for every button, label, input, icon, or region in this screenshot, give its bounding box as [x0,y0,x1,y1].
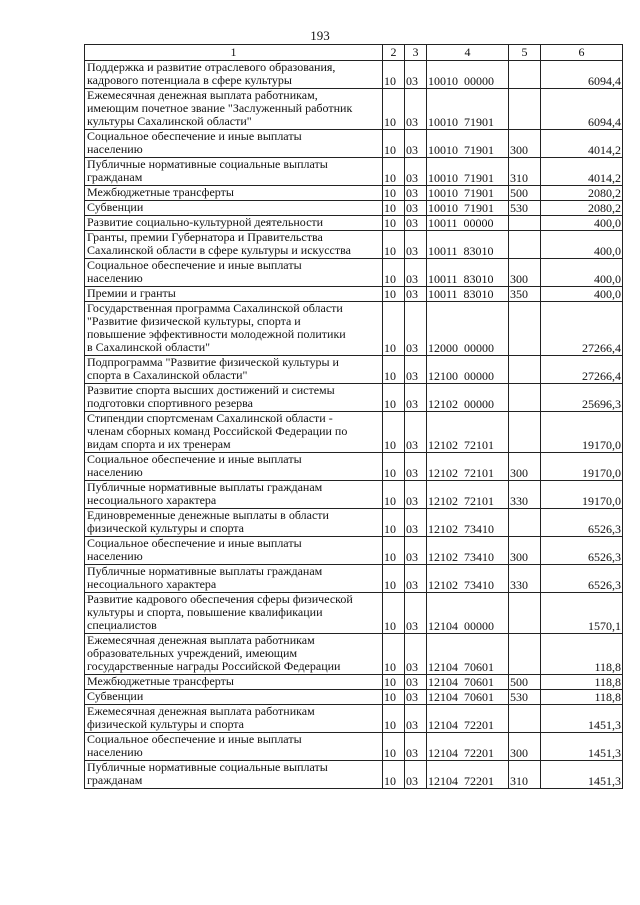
target-article-cell: 12104 70601 [427,675,509,690]
row-name-line: Гранты, премии Губернатора и Правительства [87,230,323,244]
table-row [85,634,623,675]
expense-type-cell [509,302,541,356]
table-row [85,705,623,733]
subsection-code-cell: 03 [405,761,427,789]
table-row [85,690,623,705]
subsection-code-cell: 03 [405,231,427,259]
row-name-line: Социальное обеспечение и иные выплаты [87,129,302,143]
table-row [85,158,623,186]
target-article-cell: 12100 00000 [427,356,509,384]
expense-type-cell [509,89,541,130]
row-name-cell [85,565,383,593]
row-name-cell [85,761,383,789]
expense-type-cell [509,61,541,89]
row-name-line: государственные награды Российской Федерации [87,659,341,673]
row-name-line: населению [87,549,143,563]
expense-type-cell: 350 [509,287,541,302]
amount-cell: 6526,3 [541,509,623,537]
row-name-cell [85,216,383,231]
target-article-cell: 12102 72101 [427,412,509,453]
amount-cell: 19170,0 [541,481,623,509]
row-name-cell [85,89,383,130]
subsection-code-cell: 03 [405,453,427,481]
amount-cell: 19170,0 [541,412,623,453]
column-header: 2 [383,45,405,61]
row-name-line: населению [87,142,143,156]
row-name-line: Развитие спорта высших достижений и системы [87,383,335,397]
amount-cell: 25696,3 [541,384,623,412]
subsection-code-cell: 03 [405,356,427,384]
section-code-cell: 10 [383,509,405,537]
row-name-line: специалистов [87,618,157,632]
target-article-cell: 10010 71901 [427,130,509,158]
amount-cell: 118,8 [541,675,623,690]
column-header: 4 [427,45,509,61]
table-row [85,384,623,412]
target-article-cell: 10011 00000 [427,216,509,231]
section-code-cell: 10 [383,453,405,481]
row-name-line: видам спорта и их тренерам [87,437,231,451]
row-name-line: физической культуры и спорта [87,521,245,535]
subsection-code-cell: 03 [405,593,427,634]
column-header: 1 [85,45,383,61]
row-name-cell [85,412,383,453]
row-name-line: Сахалинской области в сфере культуры и искусства [87,243,351,257]
section-code-cell: 10 [383,690,405,705]
amount-cell: 2080,2 [541,201,623,216]
expense-type-cell [509,412,541,453]
target-article-cell: 10010 71901 [427,158,509,186]
page-number: 193 [310,28,330,43]
target-article-cell: 10010 00000 [427,61,509,89]
table-row [85,302,623,356]
row-name-line: Социальное обеспечение и иные выплаты [87,732,302,746]
amount-cell: 27266,4 [541,302,623,356]
expense-type-cell: 530 [509,201,541,216]
section-code-cell: 10 [383,201,405,216]
row-name-line: гражданам [87,773,143,787]
table-row [85,481,623,509]
table-row [85,216,623,231]
target-article-cell: 12104 72201 [427,761,509,789]
row-name-line: имеющим почетное звание "Заслуженный работник [87,101,353,115]
expense-type-cell: 300 [509,453,541,481]
expense-type-cell: 330 [509,565,541,593]
row-name-line: Государственная программа Сахалинской области [87,301,343,315]
row-name-line: Развитие социально-культурной деятельности [87,215,324,229]
section-code-cell: 10 [383,537,405,565]
section-code-cell: 10 [383,216,405,231]
row-name-line: несоциального характера [87,493,217,507]
column-header-row [85,45,623,61]
expense-type-cell: 500 [509,186,541,201]
row-name-line: Ежемесячная денежная выплата работникам [87,704,315,718]
amount-cell: 2080,2 [541,186,623,201]
row-name-line: несоциального характера [87,577,217,591]
row-name-cell [85,509,383,537]
row-name-line: Единовременные денежные выплаты в области [87,508,329,522]
table-row [85,356,623,384]
row-name-line: спорта в Сахалинской области" [87,368,248,382]
row-name-line: Подпрограмма "Развитие физической культуры и [87,355,339,369]
row-name-line: населению [87,465,143,479]
expense-type-cell [509,356,541,384]
row-name-line: культуры Сахалинской области" [87,114,252,128]
row-name-line: Ежемесячная денежная выплата работникам, [87,88,318,102]
amount-cell: 6526,3 [541,565,623,593]
expense-type-cell [509,384,541,412]
row-name-line: членам сборных команд Российской Федерации по [87,424,348,438]
amount-cell: 118,8 [541,634,623,675]
amount-cell: 6094,4 [541,89,623,130]
row-name-line: в Сахалинской области" [87,340,211,354]
section-code-cell: 10 [383,481,405,509]
column-header: 3 [405,45,427,61]
amount-cell: 1451,3 [541,733,623,761]
expense-type-cell: 530 [509,690,541,705]
expense-type-cell: 500 [509,675,541,690]
subsection-code-cell: 03 [405,509,427,537]
row-name-line: Стипендии спортсменам Сахалинской области - [87,411,333,425]
section-code-cell: 10 [383,634,405,675]
section-code-cell: 10 [383,259,405,287]
subsection-code-cell: 03 [405,537,427,565]
amount-cell: 4014,2 [541,130,623,158]
row-name-cell [85,356,383,384]
amount-cell: 400,0 [541,259,623,287]
subsection-code-cell: 03 [405,259,427,287]
subsection-code-cell: 03 [405,158,427,186]
section-code-cell: 10 [383,186,405,201]
row-name-cell [85,634,383,675]
section-code-cell: 10 [383,384,405,412]
target-article-cell: 12104 72201 [427,705,509,733]
amount-cell: 6094,4 [541,61,623,89]
expense-type-cell: 310 [509,761,541,789]
row-name-cell [85,201,383,216]
expense-type-cell: 310 [509,158,541,186]
row-name-cell [85,733,383,761]
section-code-cell: 10 [383,733,405,761]
table-row [85,287,623,302]
section-code-cell: 10 [383,356,405,384]
amount-cell: 1451,3 [541,761,623,789]
row-name-cell [85,61,383,89]
row-name-line: физической культуры и спорта [87,717,245,731]
row-name-line: Социальное обеспечение и иные выплаты [87,452,302,466]
row-name-line: Поддержка и развитие отраслевого образования, [87,60,336,74]
row-name-line: Публичные нормативные социальные выплаты [87,157,328,171]
row-name-cell [85,231,383,259]
row-name-cell [85,453,383,481]
expense-type-cell [509,593,541,634]
table-row [85,412,623,453]
row-name-line: "Развитие физической культуры, спорта и [87,314,301,328]
target-article-cell: 12104 70601 [427,690,509,705]
expense-type-cell [509,509,541,537]
amount-cell: 27266,4 [541,356,623,384]
table-row [85,130,623,158]
target-article-cell: 10010 71901 [427,201,509,216]
row-name-cell [85,537,383,565]
row-name-line: образовательных учреждений, имеющим [87,646,298,660]
section-code-cell: 10 [383,302,405,356]
subsection-code-cell: 03 [405,675,427,690]
row-name-line: Ежемесячная денежная выплата работникам [87,633,315,647]
target-article-cell: 12000 00000 [427,302,509,356]
table-row [85,593,623,634]
row-name-line: Премии и гранты [87,286,176,300]
expense-type-cell: 300 [509,259,541,287]
row-name-line: повышение эффективности молодежной политики [87,327,346,341]
row-name-cell [85,384,383,412]
subsection-code-cell: 03 [405,412,427,453]
subsection-code-cell: 03 [405,384,427,412]
target-article-cell: 12102 72101 [427,481,509,509]
expense-type-cell: 300 [509,733,541,761]
subsection-code-cell: 03 [405,287,427,302]
table-row [85,733,623,761]
section-code-cell: 10 [383,89,405,130]
amount-cell: 6526,3 [541,537,623,565]
section-code-cell: 10 [383,231,405,259]
target-article-cell: 12104 70601 [427,634,509,675]
row-name-line: Субвенции [87,689,144,703]
amount-cell: 1451,3 [541,705,623,733]
amount-cell: 118,8 [541,690,623,705]
target-article-cell: 10010 71901 [427,186,509,201]
row-name-line: гражданам [87,170,143,184]
row-name-line: Публичные нормативные социальные выплаты [87,760,328,774]
subsection-code-cell: 03 [405,61,427,89]
amount-cell: 400,0 [541,216,623,231]
expense-type-cell [509,216,541,231]
section-code-cell: 10 [383,130,405,158]
amount-cell: 1570,1 [541,593,623,634]
subsection-code-cell: 03 [405,634,427,675]
row-name-line: Межбюджетные трансферты [87,185,234,199]
table-row [85,186,623,201]
row-name-line: Социальное обеспечение и иные выплаты [87,258,302,272]
section-code-cell: 10 [383,287,405,302]
table-body [85,61,623,789]
subsection-code-cell: 03 [405,705,427,733]
row-name-line: населению [87,271,143,285]
row-name-line: Публичные нормативные выплаты гражданам [87,480,323,494]
subsection-code-cell: 03 [405,690,427,705]
table-row [85,675,623,690]
section-code-cell: 10 [383,705,405,733]
row-name-line: Социальное обеспечение и иные выплаты [87,536,302,550]
amount-cell: 400,0 [541,287,623,302]
subsection-code-cell: 03 [405,733,427,761]
table-row [85,761,623,789]
row-name-cell [85,259,383,287]
subsection-code-cell: 03 [405,302,427,356]
row-name-cell [85,675,383,690]
table-row [85,259,623,287]
row-name-cell [85,593,383,634]
section-code-cell: 10 [383,61,405,89]
expense-type-cell [509,705,541,733]
target-article-cell: 12102 73410 [427,509,509,537]
column-header: 6 [541,45,623,61]
amount-cell: 19170,0 [541,453,623,481]
expense-type-cell [509,231,541,259]
subsection-code-cell: 03 [405,201,427,216]
amount-cell: 400,0 [541,231,623,259]
row-name-cell [85,287,383,302]
row-name-line: культуры и спорта, повышение квалификации [87,605,323,619]
row-name-cell [85,690,383,705]
row-name-cell [85,302,383,356]
target-article-cell: 12104 72201 [427,733,509,761]
row-name-line: Межбюджетные трансферты [87,674,234,688]
section-code-cell: 10 [383,565,405,593]
target-article-cell: 10011 83010 [427,287,509,302]
row-name-cell [85,481,383,509]
subsection-code-cell: 03 [405,216,427,231]
target-article-cell: 12102 73410 [427,537,509,565]
section-code-cell: 10 [383,675,405,690]
table-row [85,509,623,537]
row-name-cell [85,158,383,186]
subsection-code-cell: 03 [405,89,427,130]
row-name-line: Субвенции [87,200,144,214]
subsection-code-cell: 03 [405,565,427,593]
section-code-cell: 10 [383,761,405,789]
row-name-cell [85,186,383,201]
table-row [85,231,623,259]
target-article-cell: 12102 73410 [427,565,509,593]
target-article-cell: 10010 71901 [427,89,509,130]
row-name-line: Публичные нормативные выплаты гражданам [87,564,323,578]
section-code-cell: 10 [383,593,405,634]
table-row [85,565,623,593]
expense-type-cell: 300 [509,130,541,158]
section-code-cell: 10 [383,158,405,186]
table-row [85,61,623,89]
expense-type-cell: 330 [509,481,541,509]
subsection-code-cell: 03 [405,481,427,509]
budget-table [84,44,623,789]
table-row [85,453,623,481]
row-name-line: подготовки спортивного резерва [87,396,253,410]
amount-cell: 4014,2 [541,158,623,186]
table-row [85,537,623,565]
row-name-line: Развитие кадрового обеспечения сферы физической [87,592,353,606]
row-name-cell [85,705,383,733]
row-name-line: населению [87,745,143,759]
table-row [85,89,623,130]
subsection-code-cell: 03 [405,130,427,158]
table-row [85,201,623,216]
target-article-cell: 12104 00000 [427,593,509,634]
subsection-code-cell: 03 [405,186,427,201]
target-article-cell: 12102 00000 [427,384,509,412]
row-name-line: кадрового потенциала в сфере культуры [87,73,292,87]
expense-type-cell [509,634,541,675]
row-name-cell [85,130,383,158]
column-header: 5 [509,45,541,61]
target-article-cell: 10011 83010 [427,231,509,259]
target-article-cell: 10011 83010 [427,259,509,287]
section-code-cell: 10 [383,412,405,453]
expense-type-cell: 300 [509,537,541,565]
target-article-cell: 12102 72101 [427,453,509,481]
